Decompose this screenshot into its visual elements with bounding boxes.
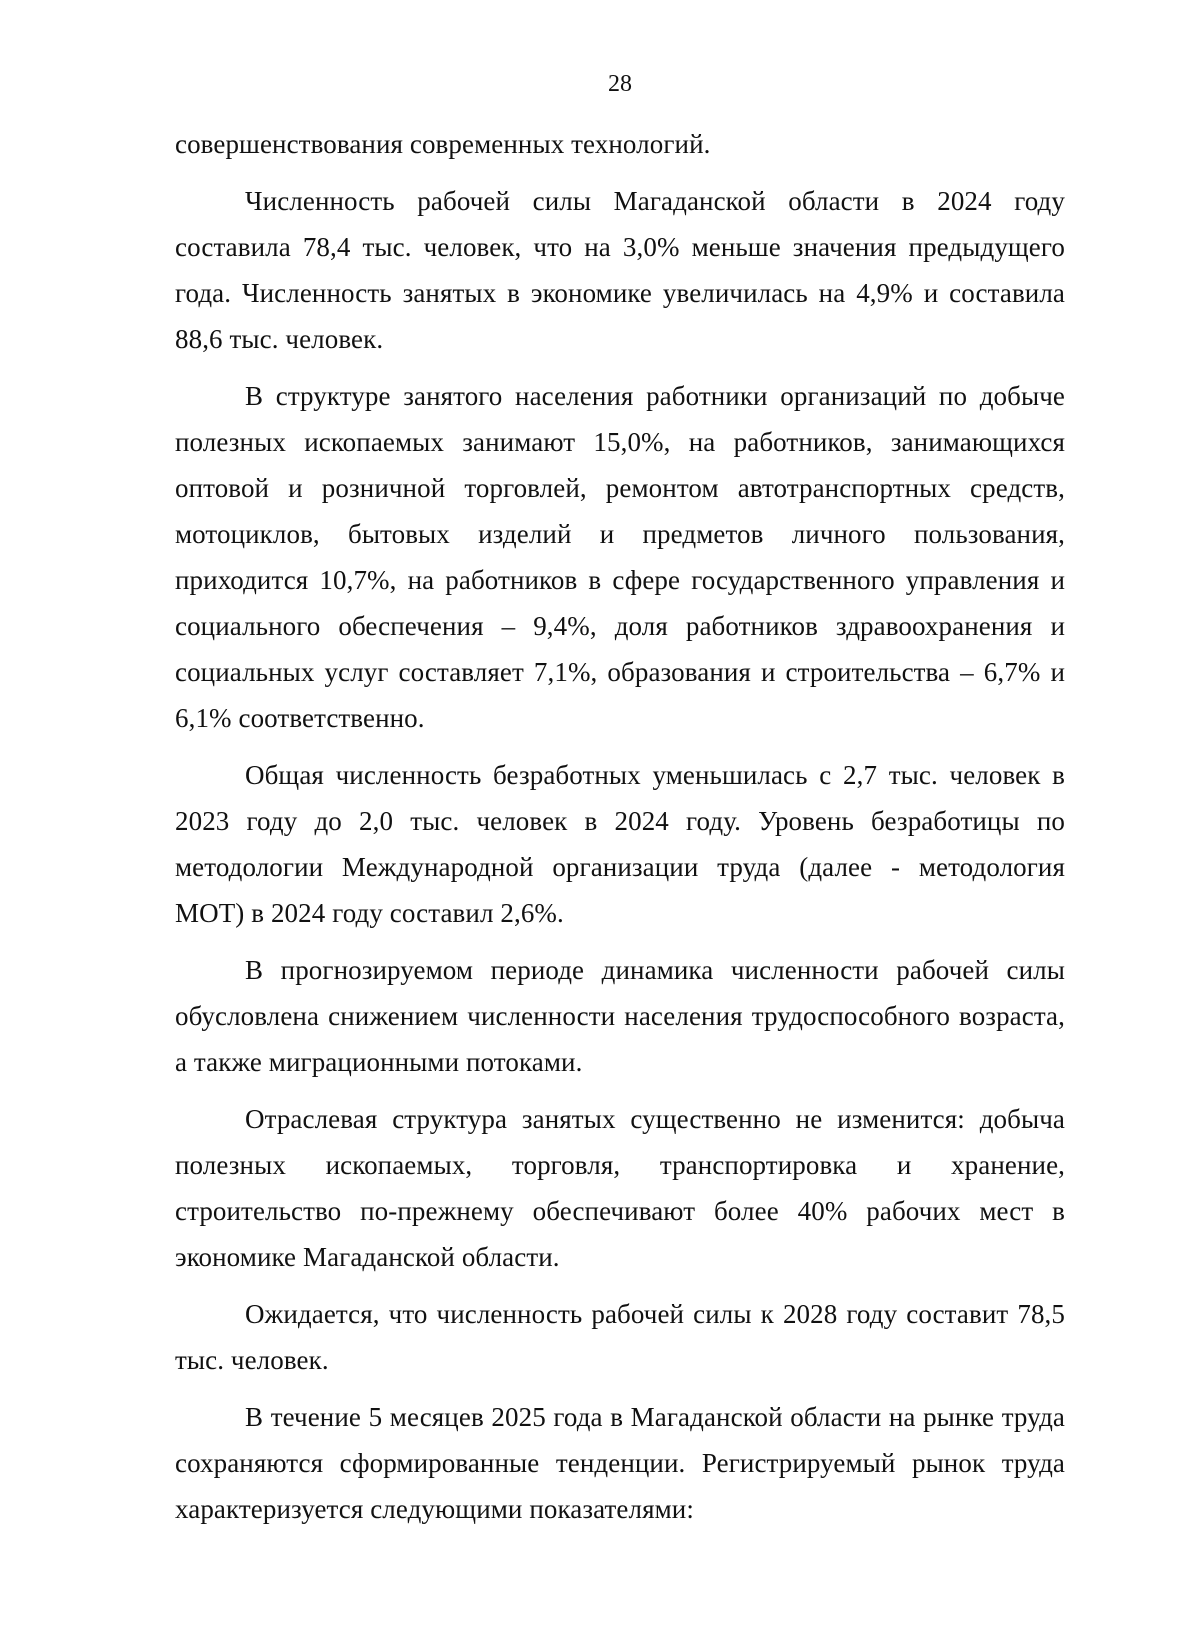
- document-body: [175, 121, 1065, 1543]
- paragraph-expected-labor-force: Ожидается, что численность рабочей силы к 2028 году составит 78,5 тыс. человек.: [175, 1299, 1065, 1375]
- page-number: 28: [608, 71, 632, 97]
- paragraph-continuation: совершенствования современных технологий.: [175, 129, 711, 159]
- paragraph-forecast-dynamics: В прогнозируемом периоде динамика численности рабочей силы обусловлена снижением численности населения трудоспособного возраста, а также миграционными потоками.: [175, 955, 1065, 1077]
- paragraph-unemployment: Общая численность безработных уменьшилась с 2,7 тыс. человек в 2023 году до 2,0 тыс. человек в 2024 году. Уровень безработицы по методологии Международной организации труда (далее - методология МОТ) в 2024 году составил 2,6%.: [175, 760, 1065, 928]
- paragraph-labor-force: Численность рабочей силы Магаданской области в 2024 году составила 78,4 тыс. человек, что на 3,0% меньше значения предыдущего года. Численность занятых в экономике увеличилась на 4,9% и составила 88,6 тыс. человек.: [175, 186, 1065, 354]
- paragraph-employment-structure: В структуре занятого населения работники организаций по добыче полезных ископаемых занимают 15,0%, на работников, занимающихся оптовой и розничной торговлей, ремонтом автотранспортных средств, мотоциклов, бытовых изделий и предметов личного пользования, приходится 10,7%, на работников в сфере государственного управления и социального обеспечения – 9,4%, доля работников здравоохранения и социальных услуг составляет 7,1%, образования и строительства – 6,7% и 6,1% соответственно.: [175, 381, 1065, 733]
- paragraph-sector-structure: Отраслевая структура занятых существенно не изменится: добыча полезных ископаемых, торговля, транспортировка и хранение, строительство по-прежнему обеспечивают более 40% рабочих мест в экономике Магаданской области.: [175, 1104, 1065, 1272]
- paragraph-labor-market-trends: В течение 5 месяцев 2025 года в Магаданской области на рынке труда сохраняются сформированные тенденции. Регистрируемый рынок труда характеризуется следующими показателями:: [175, 1402, 1065, 1524]
